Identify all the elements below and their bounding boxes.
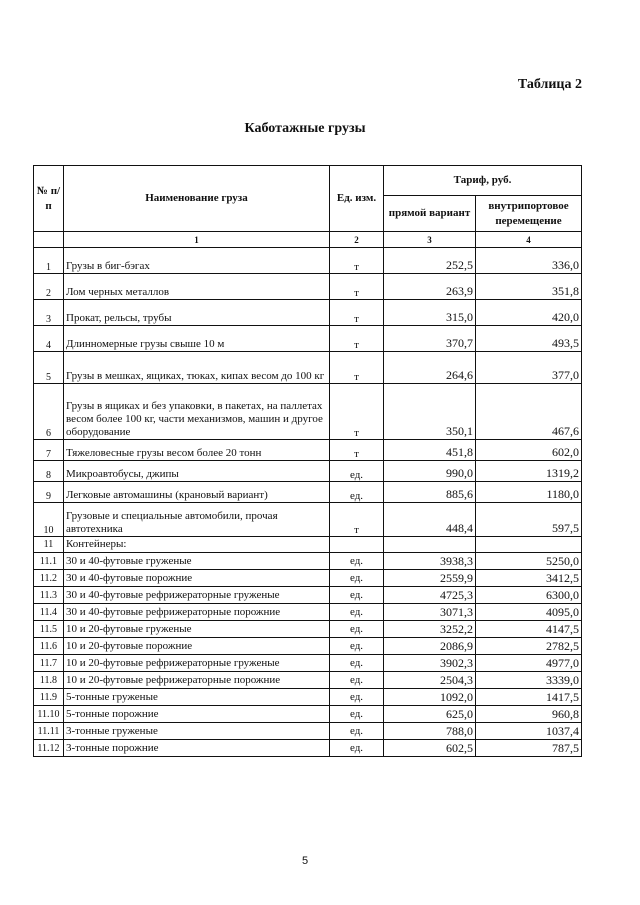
row-number: 9	[34, 482, 64, 503]
unit-cell: ед.	[330, 553, 384, 570]
tariff-internal: 787,5	[476, 740, 582, 757]
table-row	[34, 482, 582, 503]
row-number: 11.3	[34, 587, 64, 604]
unit-cell: т	[330, 440, 384, 461]
tariff-direct: 2504,3	[384, 672, 476, 689]
page-number: 5	[301, 855, 309, 867]
table-row	[34, 706, 582, 723]
header-unit: Ед. изм.	[330, 166, 384, 232]
cargo-name: Грузы в мешках, ящиках, тюках, кипах весом до 100 кг	[64, 352, 330, 384]
unit-cell: ед.	[330, 638, 384, 655]
tariff-direct: 4725,3	[384, 587, 476, 604]
tariff-direct: 3902,3	[384, 655, 476, 672]
unit-cell: ед.	[330, 723, 384, 740]
unit-cell: ед.	[330, 740, 384, 757]
cargo-name: 30 и 40-футовые рефрижераторные груженые	[64, 587, 330, 604]
tariff-internal: 4095,0	[476, 604, 582, 621]
cargo-name: 30 и 40-футовые порожние	[64, 570, 330, 587]
table-row	[34, 621, 582, 638]
cargo-name: Грузы в ящиках и без упаковки, в пакетах, на паллетах весом более 100 кг, части механизмов, машин и другое оборудование	[64, 384, 330, 440]
header-tariff: Тариф, руб.	[384, 166, 582, 196]
table-row	[34, 274, 582, 300]
table-row	[34, 440, 582, 461]
tariff-direct: 370,7	[384, 326, 476, 352]
tariff-direct: 3938,3	[384, 553, 476, 570]
column-index: 2	[330, 232, 384, 248]
tariff-internal: 6300,0	[476, 587, 582, 604]
tariff-internal: 5250,0	[476, 553, 582, 570]
tariff-internal: 1319,2	[476, 461, 582, 482]
tariff-internal: 4977,0	[476, 655, 582, 672]
tariff-direct: 1092,0	[384, 689, 476, 706]
unit-cell: т	[330, 300, 384, 326]
cargo-name: 10 и 20-футовые порожние	[64, 638, 330, 655]
unit-cell: ед.	[330, 482, 384, 503]
unit-cell: ед.	[330, 604, 384, 621]
row-number: 11.7	[34, 655, 64, 672]
table-row	[34, 537, 582, 553]
cargo-tariff-table	[33, 165, 582, 757]
tariff-direct: 264,6	[384, 352, 476, 384]
tariff-internal: 351,8	[476, 274, 582, 300]
row-number: 7	[34, 440, 64, 461]
cargo-name: Лом черных металлов	[64, 274, 330, 300]
column-index: 3	[384, 232, 476, 248]
tariff-direct: 451,8	[384, 440, 476, 461]
tariff-internal: 1417,5	[476, 689, 582, 706]
tariff-direct: 2559,9	[384, 570, 476, 587]
table-row	[34, 352, 582, 384]
row-number: 11.9	[34, 689, 64, 706]
table-row	[34, 553, 582, 570]
tariff-direct	[384, 537, 476, 553]
tariff-direct: 448,4	[384, 503, 476, 537]
tariff-internal: 2782,5	[476, 638, 582, 655]
tariff-internal: 336,0	[476, 248, 582, 274]
unit-cell: т	[330, 384, 384, 440]
row-number: 4	[34, 326, 64, 352]
header-direct: прямой вариант	[384, 196, 476, 232]
unit-cell: ед.	[330, 672, 384, 689]
tariff-internal: 377,0	[476, 352, 582, 384]
row-number: 11.2	[34, 570, 64, 587]
cargo-name: Тяжеловесные грузы весом более 20 тонн	[64, 440, 330, 461]
tariff-direct: 990,0	[384, 461, 476, 482]
tariff-direct: 3071,3	[384, 604, 476, 621]
column-index-row	[34, 232, 582, 248]
row-number: 2	[34, 274, 64, 300]
table-row	[34, 384, 582, 440]
tariff-internal: 602,0	[476, 440, 582, 461]
cargo-name: Микроавтобусы, джипы	[64, 461, 330, 482]
cargo-name: 10 и 20-футовые рефрижераторные порожние	[64, 672, 330, 689]
tariff-direct: 3252,2	[384, 621, 476, 638]
tariff-direct: 252,5	[384, 248, 476, 274]
cargo-name: Грузовые и специальные автомобили, прочая автотехника	[64, 503, 330, 537]
cargo-name: Контейнеры:	[64, 537, 330, 553]
row-number: 11.12	[34, 740, 64, 757]
cargo-name: Прокат, рельсы, трубы	[64, 300, 330, 326]
tariff-internal: 3339,0	[476, 672, 582, 689]
unit-cell: т	[330, 503, 384, 537]
row-number: 11.11	[34, 723, 64, 740]
row-number: 1	[34, 248, 64, 274]
cargo-name: 5-тонные груженые	[64, 689, 330, 706]
unit-cell: т	[330, 352, 384, 384]
unit-cell: ед.	[330, 655, 384, 672]
unit-cell: ед.	[330, 570, 384, 587]
unit-cell: ед.	[330, 689, 384, 706]
tariff-internal: 1037,4	[476, 723, 582, 740]
header-num: № п/п	[34, 166, 64, 232]
table-row	[34, 604, 582, 621]
cargo-name: 3-тонные груженые	[64, 723, 330, 740]
table-row	[34, 503, 582, 537]
unit-cell: ед.	[330, 587, 384, 604]
column-index: 1	[64, 232, 330, 248]
table-row	[34, 570, 582, 587]
tariff-internal: 4147,5	[476, 621, 582, 638]
cargo-name: 3-тонные порожние	[64, 740, 330, 757]
table-row	[34, 723, 582, 740]
page-title: Каботажные грузы	[244, 121, 366, 136]
cargo-name: Длинномерные грузы свыше 10 м	[64, 326, 330, 352]
table-row	[34, 740, 582, 757]
table-row	[34, 689, 582, 706]
tariff-internal	[476, 537, 582, 553]
row-number: 11	[34, 537, 64, 553]
row-number: 5	[34, 352, 64, 384]
cargo-name: 10 и 20-футовые груженые	[64, 621, 330, 638]
unit-cell: ед.	[330, 461, 384, 482]
unit-cell: т	[330, 248, 384, 274]
unit-cell: т	[330, 274, 384, 300]
table-row	[34, 461, 582, 482]
table-row	[34, 655, 582, 672]
row-number: 11.4	[34, 604, 64, 621]
tariff-direct: 625,0	[384, 706, 476, 723]
row-number: 6	[34, 384, 64, 440]
table-row	[34, 672, 582, 689]
row-number: 3	[34, 300, 64, 326]
unit-cell	[330, 537, 384, 553]
tariff-direct: 788,0	[384, 723, 476, 740]
unit-cell: ед.	[330, 706, 384, 723]
tariff-internal: 420,0	[476, 300, 582, 326]
column-index-empty	[34, 232, 64, 248]
row-number: 11.8	[34, 672, 64, 689]
cargo-name: Грузы в биг-бэгах	[64, 248, 330, 274]
tariff-internal: 467,6	[476, 384, 582, 440]
table-row	[34, 248, 582, 274]
header-name: Наименование груза	[64, 166, 330, 232]
unit-cell: ед.	[330, 621, 384, 638]
cargo-name: 30 и 40-футовые рефрижераторные порожние	[64, 604, 330, 621]
tariff-direct: 885,6	[384, 482, 476, 503]
cargo-name: Легковые автомашины (крановый вариант)	[64, 482, 330, 503]
cargo-name: 30 и 40-футовые груженые	[64, 553, 330, 570]
column-index: 4	[476, 232, 582, 248]
table-body	[34, 248, 582, 757]
cargo-name: 10 и 20-футовые рефрижераторные груженые	[64, 655, 330, 672]
cargo-name: 5-тонные порожние	[64, 706, 330, 723]
tariff-direct: 263,9	[384, 274, 476, 300]
tariff-direct: 350,1	[384, 384, 476, 440]
row-number: 11.10	[34, 706, 64, 723]
table-row	[34, 300, 582, 326]
row-number: 8	[34, 461, 64, 482]
table-label: Таблица 2	[517, 77, 582, 92]
tariff-internal: 597,5	[476, 503, 582, 537]
tariff-internal: 960,8	[476, 706, 582, 723]
row-number: 10	[34, 503, 64, 537]
header-internal: внутрипортовое перемещение	[476, 196, 582, 232]
tariff-direct: 602,5	[384, 740, 476, 757]
row-number: 11.6	[34, 638, 64, 655]
table-row	[34, 587, 582, 604]
table-row	[34, 326, 582, 352]
tariff-internal: 1180,0	[476, 482, 582, 503]
row-number: 11.1	[34, 553, 64, 570]
tariff-internal: 493,5	[476, 326, 582, 352]
tariff-internal: 3412,5	[476, 570, 582, 587]
unit-cell: т	[330, 326, 384, 352]
tariff-direct: 315,0	[384, 300, 476, 326]
tariff-direct: 2086,9	[384, 638, 476, 655]
row-number: 11.5	[34, 621, 64, 638]
table-row	[34, 638, 582, 655]
